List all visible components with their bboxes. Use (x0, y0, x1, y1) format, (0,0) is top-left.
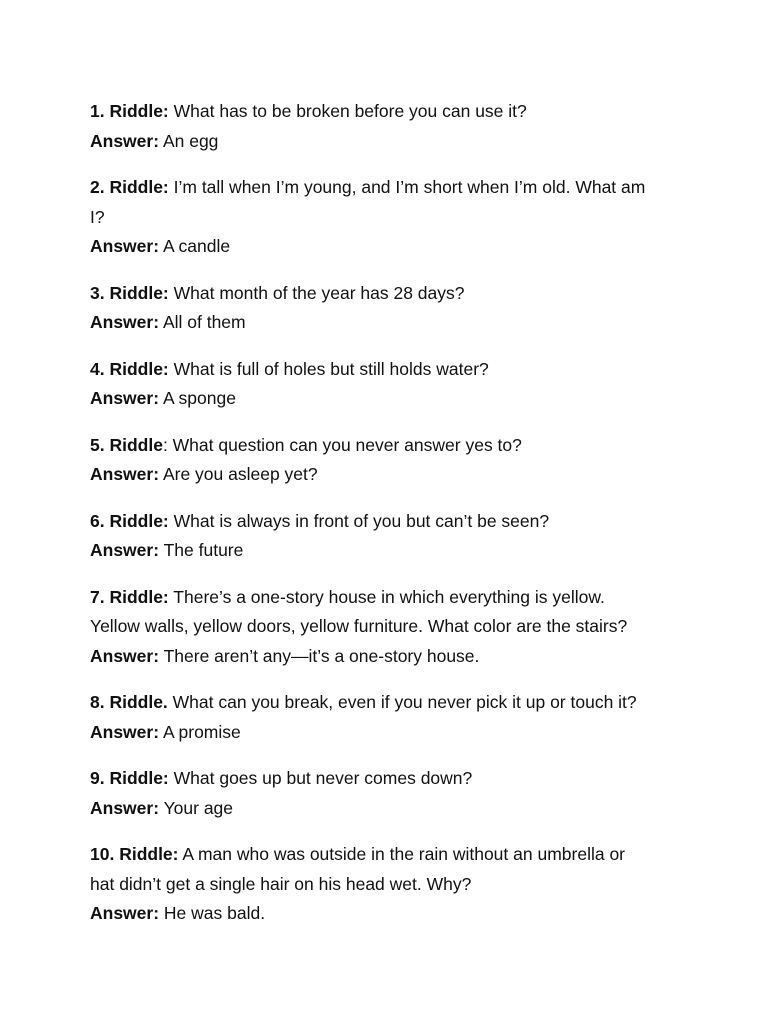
answer-line (90, 232, 690, 262)
answer-label: Answer: (90, 236, 160, 256)
riddle-label: 6. Riddle: (90, 510, 169, 531)
riddle-2 (90, 173, 690, 262)
riddle-question: hat didn’t get a single hair on his head wet. Why? (90, 873, 472, 894)
riddle-question-line (90, 764, 690, 794)
riddle-8 (90, 688, 690, 747)
riddle-5 (90, 431, 690, 490)
riddle-document (90, 97, 690, 946)
riddle-question: A man who was outside in the rain without an umbrella or (178, 844, 625, 864)
answer-label: Answer: (90, 130, 160, 151)
riddle-label: 7. Riddle: (90, 586, 169, 607)
riddle-label: 10. Riddle: (90, 844, 179, 864)
answer-label: Answer: (90, 540, 160, 560)
answer-label: Answer: (90, 388, 160, 408)
answer-label: Answer: (90, 797, 160, 818)
answer-text: There aren’t any—it’s a one-story house. (159, 645, 480, 666)
answer-label: Answer: (90, 721, 160, 742)
riddle-label: 4. Riddle: (90, 358, 169, 379)
answer-text: He was bald. (159, 903, 266, 923)
riddle-question: What month of the year has 28 days? (168, 282, 465, 303)
riddle-9 (90, 764, 690, 823)
riddle-question: What is always in front of you but can’t be seen? (168, 510, 550, 531)
riddle-question: What goes up but never comes down? (168, 768, 473, 788)
riddle-question: There’s a one-story house in which everything is yellow. (168, 586, 605, 607)
answer-text: A promise (159, 721, 241, 742)
riddle-label: 2. Riddle: (90, 177, 169, 197)
riddle-7 (90, 583, 690, 672)
answer-line (90, 718, 690, 748)
riddle-question: What is full of holes but still holds water? (168, 358, 489, 379)
riddle-question-continuation (90, 870, 690, 900)
riddle-question: What has to be broken before you can use it? (168, 101, 527, 121)
answer-text: An egg (159, 130, 219, 151)
riddle-question: : What question can you never answer yes to? (162, 434, 522, 455)
riddle-question-line (90, 688, 690, 718)
riddle-question-continuation (90, 203, 690, 233)
riddle-question-line (90, 431, 690, 461)
answer-text: The future (159, 540, 244, 560)
riddle-label: 8. Riddle. (90, 692, 168, 712)
riddle-3 (90, 279, 690, 338)
riddle-4 (90, 355, 690, 414)
riddle-question-line (90, 97, 690, 127)
answer-line (90, 899, 690, 929)
answer-text: A candle (159, 236, 231, 256)
riddle-label: 1. Riddle: (90, 101, 169, 121)
answer-text: All of them (159, 312, 246, 332)
riddle-question-line (90, 583, 690, 613)
riddle-question-line (90, 840, 690, 870)
answer-line (90, 794, 690, 824)
riddle-label: 5. Riddle (90, 434, 163, 455)
riddle-10 (90, 840, 690, 929)
answer-line (90, 536, 690, 566)
answer-line (90, 308, 690, 338)
riddle-question-line (90, 279, 690, 309)
answer-label: Answer: (90, 645, 160, 666)
answer-label: Answer: (90, 464, 160, 484)
riddle-question-line (90, 507, 690, 537)
riddle-question-line (90, 355, 690, 385)
answer-text: Your age (159, 797, 234, 818)
answer-line (90, 642, 690, 672)
answer-line (90, 127, 690, 157)
riddle-question: I’m tall when I’m young, and I’m short when I’m old. What am (168, 177, 646, 197)
answer-label: Answer: (90, 312, 160, 332)
riddle-label: 3. Riddle: (90, 282, 169, 303)
riddle-question: I? (90, 206, 105, 227)
answer-label: Answer: (90, 903, 160, 923)
riddle-6 (90, 507, 690, 566)
answer-text: A sponge (159, 388, 236, 408)
riddle-label: 9. Riddle: (90, 768, 169, 788)
answer-line (90, 460, 690, 490)
riddle-question-continuation (90, 612, 690, 642)
answer-text: Are you asleep yet? (159, 464, 318, 484)
riddle-question-line (90, 173, 690, 203)
riddle-1 (90, 97, 690, 156)
riddle-question: What can you break, even if you never pick it up or touch it? (167, 692, 637, 712)
answer-line (90, 384, 690, 414)
riddle-question: Yellow walls, yellow doors, yellow furniture. What color are the stairs? (90, 616, 628, 636)
